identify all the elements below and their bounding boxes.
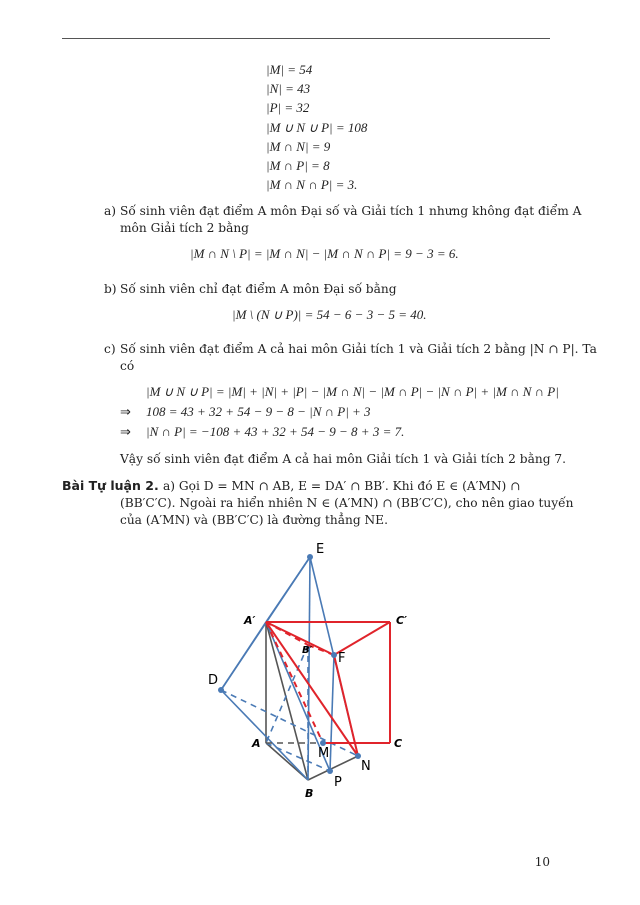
equation: |M ∩ N| = 9 [266,138,331,154]
label-C: C [394,737,403,750]
label-A1: A′ [244,614,256,627]
part-c-text-2: có [120,359,135,373]
implies-arrow: ⇒ [120,404,131,419]
part-c-text-1: Số sinh viên đạt điểm A cả hai môn Giải tích 1 và Giải tích 2 bằng |N ∩ P|. Ta [120,342,597,356]
part-c-conclusion: Vậy số sinh viên đạt điểm A cả hai môn Giải tích 1 và Giải tích 2 bằng 7. [120,452,567,466]
part-a-formula: |M ∩ N \ P| = |M ∩ N| − |M ∩ N ∩ P| = 9 − 3 = 6. [190,246,459,261]
label-E: E [316,542,325,557]
line-A1N [266,622,358,756]
label-M: M [318,746,330,761]
equation: |P| = 32 [266,100,310,116]
page-number: 10 [534,855,550,869]
label-B1: B′ [302,645,313,656]
point-P [327,768,333,774]
part-a-text-2: môn Giải tích 2 bằng [120,221,249,235]
line-DA1 [221,622,266,690]
equation: |M| = 54 [266,62,313,77]
part-a-label: a) [104,204,117,218]
equation: |M ∪ N ∪ P| = 108 [266,119,368,135]
part-b-text: Số sinh viên chỉ đạt điểm A môn Đại số bằng [120,282,397,296]
equation: |M ∩ N ∩ P| = 3. [266,177,358,193]
exercise-text-1: a) Gọi D = MN ∩ AB, E = DA′ ∩ BB′. Khi đó E ∈ (A′MN) ∩ [163,479,521,493]
label-D: D [208,673,219,688]
line-FP [330,655,334,771]
label-B: B [305,787,314,800]
equation: |M ∩ P| = 8 [266,157,330,173]
part-c-formula-3: |N ∩ P| = −108 + 43 + 32 + 54 − 9 − 8 + 3 = 7. [146,424,405,439]
edge-BN [308,756,358,780]
label-A: A [252,737,261,750]
exercise-heading: Bài Tự luận 2. [62,478,159,493]
part-c-label: c) [104,342,116,356]
part-b-formula: |M \ (N ∪ P)| = 54 − 6 − 3 − 5 = 40. [232,307,427,322]
point-E [307,554,313,560]
line-FN [334,655,358,756]
point-F [331,652,337,658]
part-c-formula-1: |M ∪ N ∪ P| = |M| + |N| + |P| − |M ∩ N| − |M ∩ P| − |N ∩ P| + |M ∩ N ∩ P| [146,384,559,399]
implies-arrow: ⇒ [120,424,131,439]
part-a-text-1: Số sinh viên đạt điểm A môn Đại số và Giải tích 1 nhưng không đạt điểm A [120,204,582,218]
label-C1: C′ [396,614,407,627]
exercise-text-2: (BB′C′C). Ngoài ra hiển nhiên N ∈ (A′MN) ∩ (BB′C′C), cho nên giao tuyến [120,496,574,510]
part-b-label: b) [104,282,117,296]
line-DB [221,690,308,780]
part-c-formula-2: 108 = 43 + 32 + 54 − 9 − 8 − |N ∩ P| + 3 [146,404,371,419]
point-D [218,687,224,693]
equation: |N| = 43 [266,81,311,97]
dashed-DN [221,690,358,756]
label-F: F [338,651,346,666]
label-P: P [334,775,342,790]
label-N: N [361,759,371,774]
exercise-text-3: của (A′MN) và (BB′C′C) là đường thẳng NE. [120,513,388,527]
